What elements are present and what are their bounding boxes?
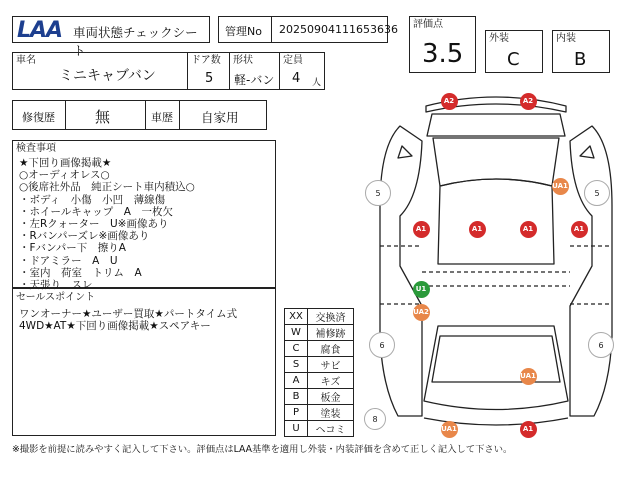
legend-row: [285, 421, 354, 437]
legend-meaning: 腐食: [308, 341, 354, 357]
sales-title: セールスポイント: [16, 292, 96, 303]
usage-value: 自家用: [201, 110, 239, 125]
interior-value: B: [574, 49, 587, 70]
legend-meaning: サビ: [308, 357, 354, 373]
shape-label: 形状: [233, 55, 253, 66]
legend-code: U: [285, 421, 308, 437]
damage-mark: UA1: [552, 178, 569, 195]
legend-code: XX: [285, 309, 308, 325]
exterior-label: 外装: [489, 33, 509, 44]
score-box: [409, 16, 476, 73]
legend-meaning: 補修跡: [308, 325, 354, 341]
interior-box: [552, 30, 610, 73]
capacity-label: 定員: [283, 55, 303, 66]
doors-value: 5: [205, 71, 214, 86]
legend-meaning: ヘコミ: [308, 421, 354, 437]
kanri-box: [218, 16, 398, 43]
damage-mark: A1: [469, 221, 486, 238]
right-side-outline: [570, 126, 612, 416]
shape-value: 軽-バン: [234, 73, 275, 87]
history-row: [12, 100, 267, 130]
damage-mark: U1: [413, 281, 430, 298]
legend-meaning: 塗装: [308, 405, 354, 421]
tire-indicator: 6: [369, 332, 395, 358]
legend-row: [285, 341, 354, 357]
inspection-line: ○オーディオレス○: [19, 169, 110, 182]
footer-note: ※撮影を前提に読みやすく記入して下さい。評価点はLAA基準を適用し外装・内装評価を含めて正しく記入して下さい。: [12, 444, 513, 455]
inspection-box: [12, 140, 276, 292]
sheet-title: 車両状態チェックシート: [73, 25, 198, 58]
car-diagram: [360, 86, 630, 436]
legend-row: [285, 325, 354, 341]
inspection-line: ○後席社外品 純正シート車内積込○: [19, 181, 195, 194]
damage-mark: A1: [520, 221, 537, 238]
inspection-line: ・ホイールキャップ A 一枚欠: [19, 205, 173, 218]
inspection-line: ・Rバンパーズレ※画像あり: [19, 230, 150, 243]
doors-label: ドア数: [191, 55, 221, 66]
damage-mark: UA1: [441, 421, 458, 438]
name-label: 車名: [16, 55, 36, 66]
tire-indicator: 5: [365, 180, 391, 206]
roof-outline: [438, 179, 554, 264]
damage-mark: A2: [441, 93, 458, 110]
sales-line: ワンオーナー★ユーザー買取★パートタイム式: [19, 308, 238, 320]
score-label: 評価点: [413, 19, 443, 30]
damage-mark: UA2: [413, 304, 430, 321]
sales-box: [12, 288, 276, 436]
legend-code: P: [285, 405, 308, 421]
legend-row: [285, 373, 354, 389]
inspection-line: ・室内 荷室 トリム A: [19, 266, 142, 279]
legend-code: A: [285, 373, 308, 389]
inspection-notes: [19, 157, 195, 291]
tire-indicator: 5: [584, 180, 610, 206]
inspection-line: ・左Rクォーター U※画像あり: [19, 218, 169, 231]
exterior-box: [485, 30, 543, 73]
damage-mark: A2: [520, 93, 537, 110]
legend-row: [285, 309, 354, 325]
rear-outline: [424, 326, 568, 410]
legend-code: W: [285, 325, 308, 341]
inspection-line: ・Fバンパー下 擦りA: [19, 242, 126, 255]
left-side-outline: [380, 126, 422, 416]
legend-row: [285, 405, 354, 421]
damage-mark: A1: [571, 221, 588, 238]
name-value: ミニキャブバン: [59, 68, 156, 84]
header-bar: [12, 16, 210, 58]
tire-indicator: 8: [364, 408, 386, 430]
legend-row: [285, 357, 354, 373]
inspection-title: 検査事項: [16, 143, 56, 154]
capacity-unit: 人: [312, 78, 322, 88]
legend-meaning: 交換済: [308, 309, 354, 325]
legend-code: S: [285, 357, 308, 373]
inspection-line: ・ボディ 小傷 小凹 薄線傷: [19, 193, 166, 206]
kanri-value: 20250904111653636: [279, 23, 398, 36]
inspection-line: ・天張り スレ: [19, 279, 93, 292]
repair-label: 修復歴: [22, 111, 55, 124]
legend-code: C: [285, 341, 308, 357]
damage-mark: A1: [413, 221, 430, 238]
capacity-value: 4: [292, 71, 301, 86]
laa-logo: LAA: [17, 18, 63, 43]
tire-indicator: 6: [588, 332, 614, 358]
legend-code: B: [285, 389, 308, 405]
front-hood-outline: [427, 114, 565, 136]
inspection-line: ★下回り画像掲載★: [19, 157, 112, 169]
damage-mark: UA1: [520, 368, 537, 385]
legend-meaning: 板金: [308, 389, 354, 405]
vehicle-row: [12, 52, 325, 90]
sales-notes: [19, 308, 237, 332]
damage-mark: A1: [520, 421, 537, 438]
legend-row: [285, 389, 354, 405]
windshield-outline: [433, 138, 559, 186]
kanri-label: 管理No: [225, 25, 262, 38]
inspection-line: ・ドアミラー A U: [19, 254, 118, 267]
sales-line: 4WD★AT★下回り画像掲載★スペアキー: [19, 320, 211, 333]
exterior-value: C: [507, 49, 520, 70]
usage-label: 車歴: [151, 111, 173, 124]
score-value: 3.5: [422, 39, 464, 69]
interior-label: 内装: [556, 33, 576, 44]
legend-meaning: キズ: [308, 373, 354, 389]
repair-value: 無: [95, 108, 111, 126]
damage-legend: [284, 308, 354, 437]
